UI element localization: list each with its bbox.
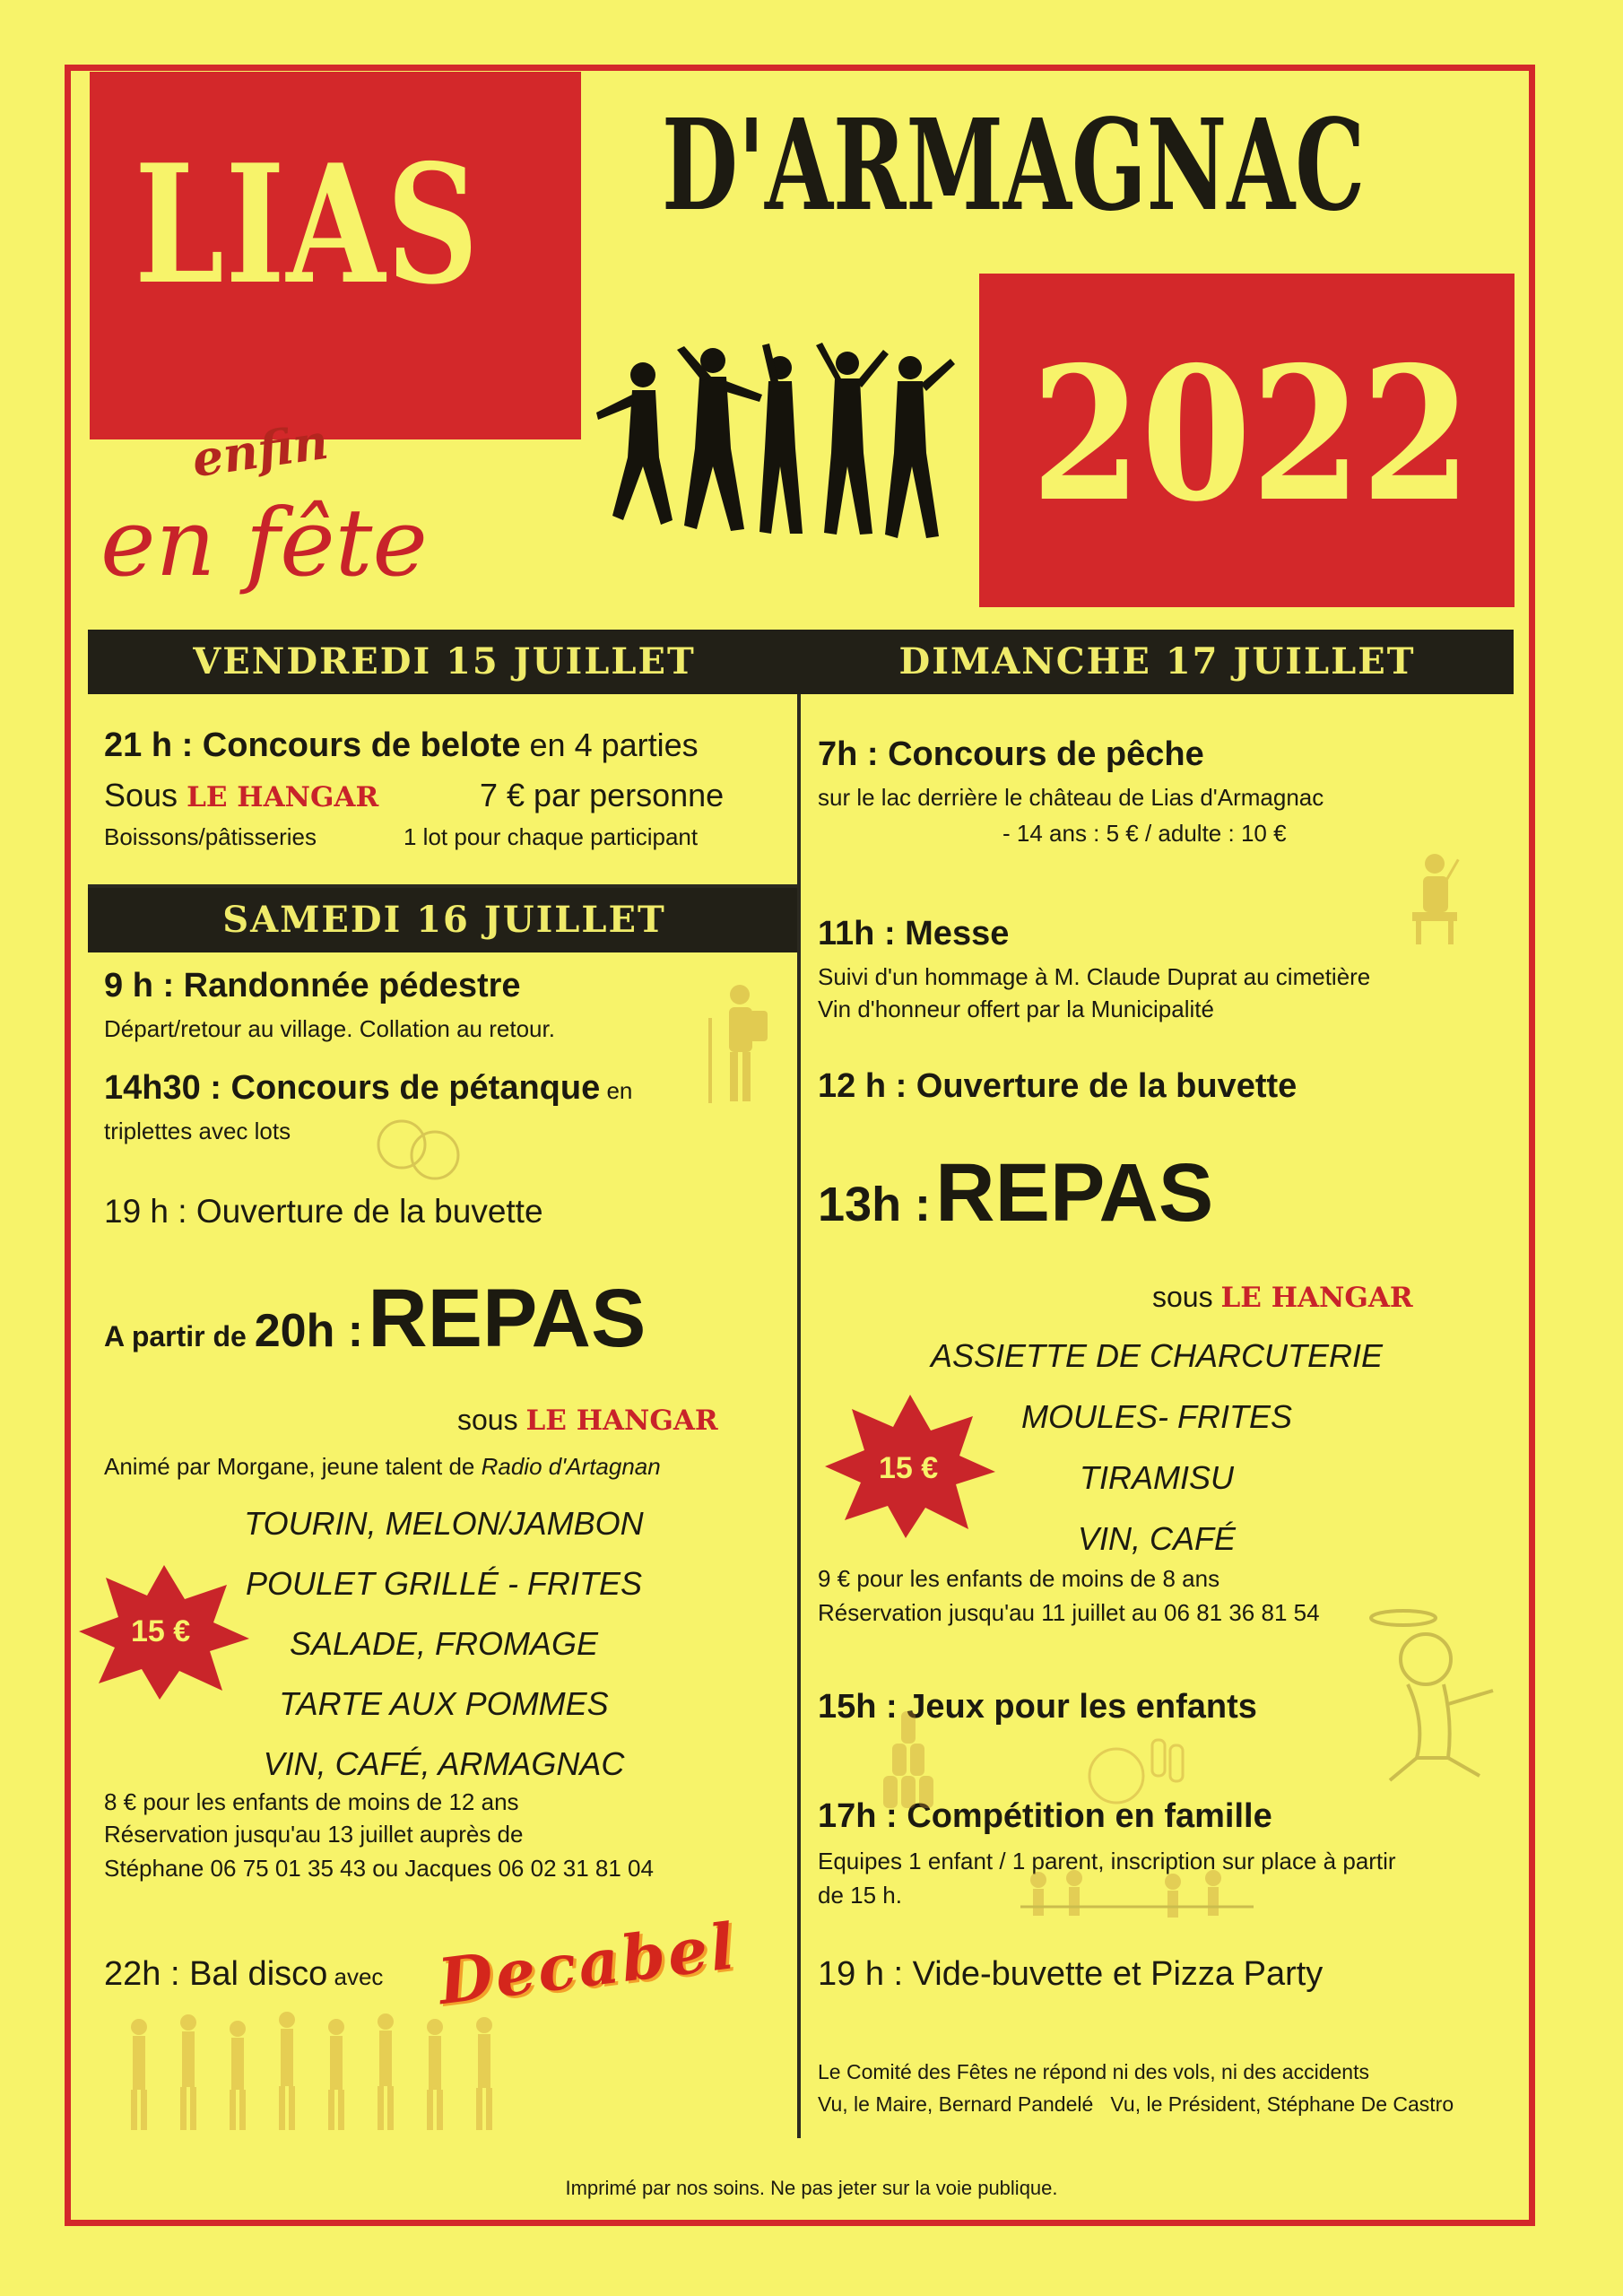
title-lias: LIAS <box>135 128 481 320</box>
friday-sous <box>104 777 378 814</box>
saturday-petanque <box>104 1069 632 1108</box>
decabel-logo: Decabel <box>434 1908 742 2020</box>
fisherman-icon <box>1394 848 1475 946</box>
title-year: 2022 <box>1031 327 1471 543</box>
sunday-competition-sub1: Equipes 1 enfant / 1 parent, inscription sur place à partir <box>818 1848 1396 1874</box>
sunday-sous-label: sous <box>1152 1281 1221 1313</box>
menu-item: TOURIN, MELON/JAMBON <box>244 1505 644 1542</box>
repas-time: 20h : <box>254 1305 364 1357</box>
sunday-pizza: 19 h : Vide-buvette et Pizza Party <box>818 1955 1324 1993</box>
sunday-price-badge: 15 € <box>879 1451 939 1485</box>
friday-belote <box>104 726 699 765</box>
saturday-resa1: Réservation jusqu'au 13 juillet auprès de <box>104 1821 524 1848</box>
saturday-repas <box>104 1272 646 1366</box>
footer-comite: Le Comité des Fêtes ne répond ni des vols, ni des accidents <box>818 2060 1369 2083</box>
saturday-price-badge: 15 € <box>131 1614 191 1648</box>
anime-text: Animé par Morgane, jeune talent de <box>104 1453 482 1480</box>
dancers-silhouette-icon <box>587 341 964 556</box>
menu-item: TIRAMISU <box>1079 1459 1234 1496</box>
sunday-peche-sub1: sur le lac derrière le château de Lias d'Armagnac <box>818 784 1324 811</box>
petanque-title: 14h30 : Concours de pétanque <box>104 1069 601 1107</box>
saturday-kids: 8 € pour les enfants de moins de 12 ans <box>104 1788 519 1815</box>
menu-item: SALADE, FROMAGE <box>289 1625 599 1662</box>
en-fete-text: en fête <box>100 488 428 597</box>
radio-name: Radio d'Artagnan <box>481 1453 661 1480</box>
menu-item: TARTE AUX POMMES <box>279 1685 609 1722</box>
sunday-competition: 17h : Compétition en famille <box>818 1797 1272 1835</box>
band-friday: VENDREDI 15 JUILLET <box>88 630 801 694</box>
sunday-messe-sub2: Vin d'honneur offert par la Municipalité <box>818 996 1214 1022</box>
saturday-rando-sub: Départ/retour au village. Collation au retour. <box>104 1015 555 1042</box>
belote-title: 21 h : Concours de belote <box>104 726 521 764</box>
hiker-icon <box>699 982 780 1108</box>
sunday-resa: Réservation jusqu'au 11 juillet au 06 81 36 81 54 <box>818 1599 1320 1626</box>
sunday-peche: 7h : Concours de pêche <box>818 735 1204 773</box>
petanque-balls-icon <box>368 1112 466 1184</box>
friday-bottom-rule <box>88 884 801 888</box>
petanque-en: en <box>600 1077 633 1104</box>
saturday-bal <box>104 1955 383 1994</box>
tug-of-war-icon <box>1011 1866 1263 1946</box>
repas-word: REPAS <box>368 1273 647 1364</box>
bal-title: 22h : Bal disco <box>104 1955 328 1993</box>
sunday-messe-sub1: Suivi d'un hommage à M. Claude Duprat au cimetière <box>818 963 1371 990</box>
saturday-hangar: LE HANGAR <box>525 1405 718 1437</box>
footer-imprime: Imprimé par nos soins. Ne pas jeter sur la voie publique. <box>565 2177 1058 2199</box>
sunday-messe: 11h : Messe <box>818 915 1010 952</box>
repas-prefix: A partir de <box>104 1320 255 1352</box>
bal-avec: avec <box>327 1963 384 1990</box>
sunday-sous <box>1152 1281 1413 1314</box>
sunday-peche-sub2: - 14 ans : 5 € / adulte : 10 € <box>1002 820 1287 847</box>
saturday-rando: 9 h : Randonnée pédestre <box>104 967 521 1004</box>
menu-item: ASSIETTE DE CHARCUTERIE <box>930 1337 1384 1374</box>
footer-vu: Vu, le Maire, Bernard Pandelé Vu, le Président, Stéphane De Castro <box>818 2092 1454 2116</box>
saturday-sous <box>457 1404 718 1437</box>
menu-item: VIN, CAFÉ <box>1077 1520 1237 1557</box>
saturday-sous-label: sous <box>457 1404 526 1436</box>
title-armagnac: D'ARMAGNAC <box>662 92 1366 239</box>
enfin-text: enfin <box>188 412 332 489</box>
saturday-buvette: 19 h : Ouverture de la buvette <box>104 1193 543 1230</box>
friday-hangar: LE HANGAR <box>187 781 379 813</box>
sunday-repas-time: 13h : <box>818 1178 932 1231</box>
menu-item: MOULES- FRITES <box>1020 1398 1293 1435</box>
sunday-buvette: 12 h : Ouverture de la buvette <box>818 1067 1298 1105</box>
sunday-jeux: 15h : Jeux pour les enfants <box>818 1688 1257 1726</box>
sunday-competition-sub2: de 15 h. <box>818 1882 902 1909</box>
saturday-petanque-sub: triplettes avec lots <box>104 1118 291 1144</box>
bowling-icon <box>865 1704 1206 1821</box>
menu-item: VIN, CAFÉ, ARMAGNAC <box>263 1745 625 1782</box>
sunday-hangar: LE HANGAR <box>1220 1282 1413 1314</box>
column-divider <box>797 694 801 2138</box>
sunday-repas-word: REPAS <box>935 1147 1214 1239</box>
friday-drinks: Boissons/pâtisseries <box>104 823 317 850</box>
saturday-menu <box>206 1493 681 1794</box>
saturday-resa2: Stéphane 06 75 01 35 43 ou Jacques 06 02 31 81 04 <box>104 1855 654 1882</box>
sunday-repas <box>818 1146 1213 1240</box>
belote-parties: en 4 parties <box>520 726 699 763</box>
crowd-dancers-icon <box>117 2009 511 2135</box>
friday-lot: 1 lot pour chaque participant <box>404 823 699 850</box>
friday-price: 7 € par personne <box>480 777 725 813</box>
friday-sous-label: Sous <box>104 777 187 813</box>
saturday-anime <box>104 1453 661 1481</box>
waiter-icon <box>1363 1605 1497 1785</box>
menu-item: POULET GRILLÉ - FRITES <box>245 1565 643 1602</box>
band-saturday: SAMEDI 16 JUILLET <box>88 888 801 952</box>
sunday-kids: 9 € pour les enfants de moins de 8 ans <box>818 1565 1220 1592</box>
band-sunday: DIMANCHE 17 JUILLET <box>801 630 1514 694</box>
